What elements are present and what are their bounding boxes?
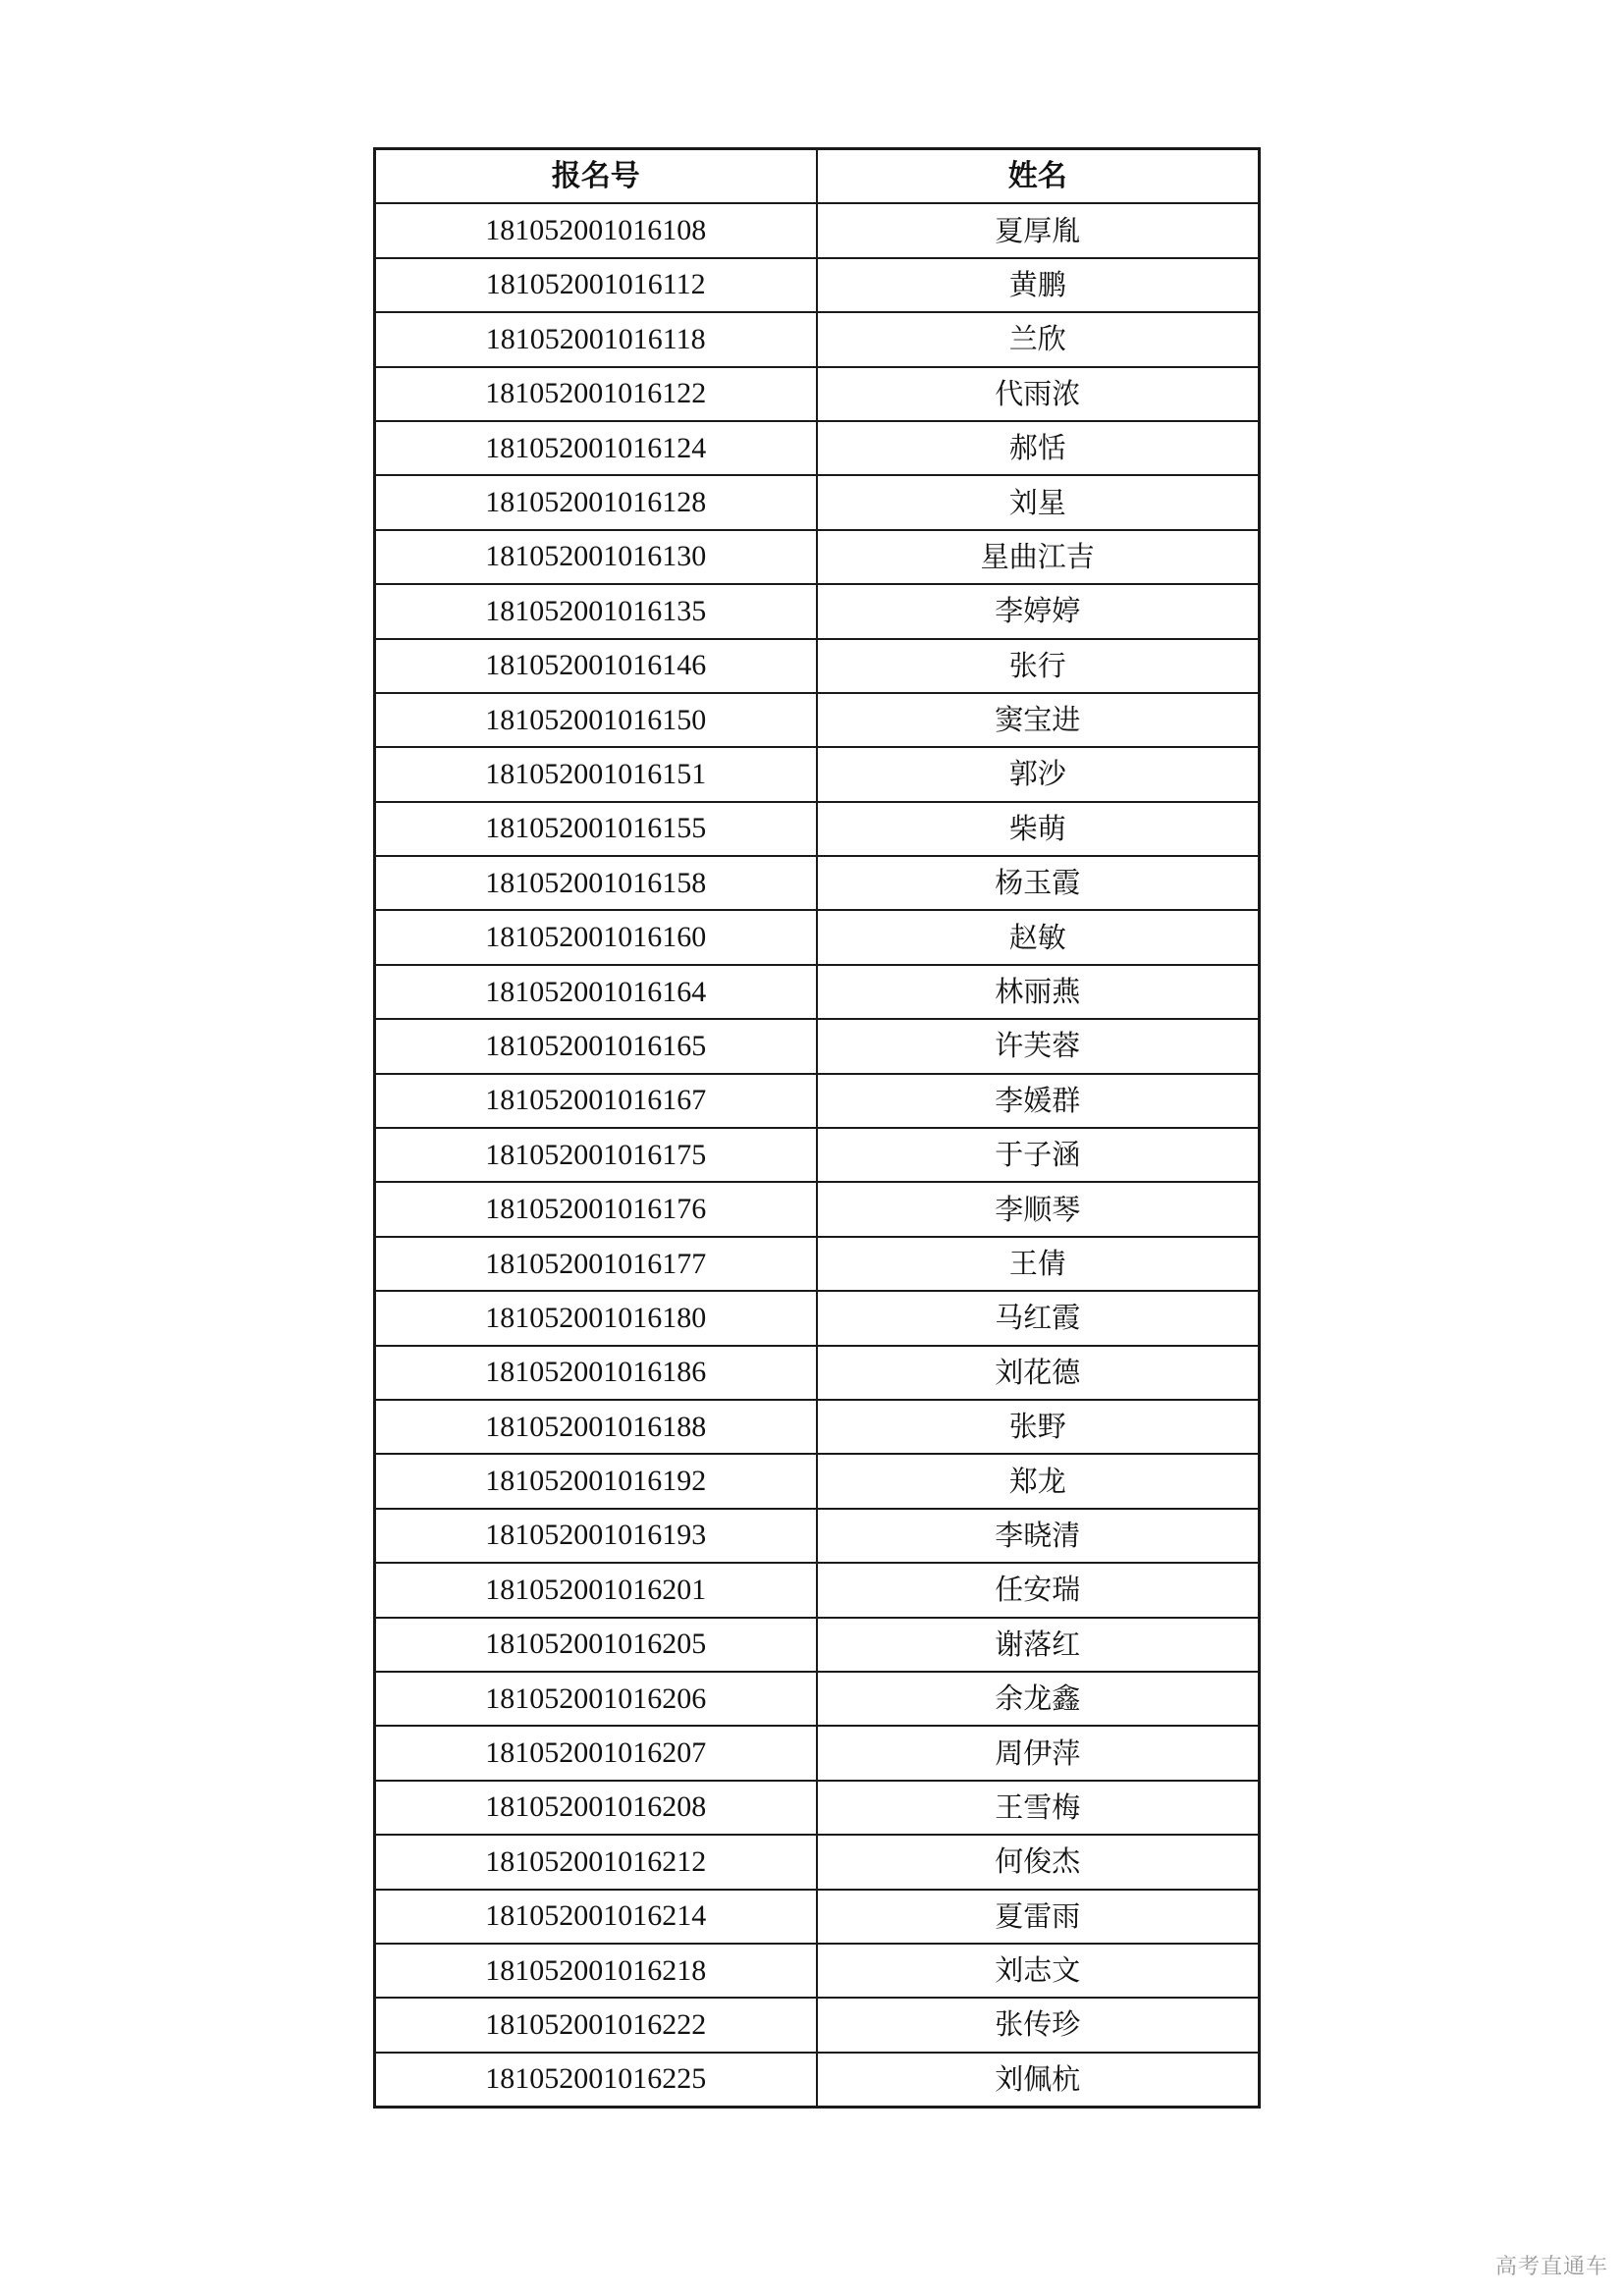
table-row — [375, 639, 1260, 693]
registration-number-cell: 181052001016207 — [375, 1726, 817, 1780]
registration-number-cell: 181052001016206 — [375, 1672, 817, 1726]
table-row — [375, 1074, 1260, 1128]
table-row — [375, 1019, 1260, 1073]
registration-number-cell: 181052001016165 — [375, 1019, 817, 1073]
table-row — [375, 1346, 1260, 1400]
name-cell: 刘佩杭 — [817, 2053, 1260, 2108]
name-cell: 张传珍 — [817, 1998, 1260, 2052]
registration-table — [373, 147, 1261, 2109]
name-cell: 兰欣 — [817, 312, 1260, 366]
registration-number-cell: 181052001016108 — [375, 203, 817, 257]
table-row — [375, 475, 1260, 529]
registration-number-cell: 181052001016128 — [375, 475, 817, 529]
table-row — [375, 1454, 1260, 1508]
name-cell: 李顺琴 — [817, 1182, 1260, 1236]
table-row — [375, 421, 1260, 475]
table-row — [375, 693, 1260, 747]
name-cell: 谢落红 — [817, 1618, 1260, 1672]
table-row — [375, 910, 1260, 964]
table-body — [375, 203, 1260, 2107]
table-row — [375, 312, 1260, 366]
name-cell: 夏雷雨 — [817, 1890, 1260, 1944]
header-name: 姓名 — [817, 149, 1260, 204]
registration-number-cell: 181052001016151 — [375, 747, 817, 801]
table-row — [375, 1672, 1260, 1726]
registration-number-cell: 181052001016124 — [375, 421, 817, 475]
name-cell: 张行 — [817, 639, 1260, 693]
table-row — [375, 1835, 1260, 1889]
registration-number-cell: 181052001016188 — [375, 1400, 817, 1454]
table-row — [375, 367, 1260, 421]
name-cell: 刘志文 — [817, 1944, 1260, 1998]
registration-number-cell: 181052001016150 — [375, 693, 817, 747]
name-cell: 窦宝进 — [817, 693, 1260, 747]
name-cell: 刘花德 — [817, 1346, 1260, 1400]
table-row — [375, 203, 1260, 257]
registration-number-cell: 181052001016180 — [375, 1291, 817, 1345]
name-cell: 柴萌 — [817, 802, 1260, 856]
registration-number-cell: 181052001016118 — [375, 312, 817, 366]
registration-number-cell: 181052001016160 — [375, 910, 817, 964]
table-row — [375, 802, 1260, 856]
registration-number-cell: 181052001016214 — [375, 1890, 817, 1944]
registration-number-cell: 181052001016222 — [375, 1998, 817, 2052]
name-cell: 赵敏 — [817, 910, 1260, 964]
name-cell: 周伊萍 — [817, 1726, 1260, 1780]
name-cell: 许芙蓉 — [817, 1019, 1260, 1073]
name-cell: 任安瑞 — [817, 1563, 1260, 1617]
registration-number-cell: 181052001016176 — [375, 1182, 817, 1236]
name-cell: 王倩 — [817, 1237, 1260, 1291]
table-row — [375, 1618, 1260, 1672]
registration-number-cell: 181052001016192 — [375, 1454, 817, 1508]
name-cell: 李晓清 — [817, 1509, 1260, 1563]
registration-number-cell: 181052001016186 — [375, 1346, 817, 1400]
name-cell: 郝恬 — [817, 421, 1260, 475]
name-cell: 林丽燕 — [817, 965, 1260, 1019]
name-cell: 于子涵 — [817, 1128, 1260, 1182]
name-cell: 杨玉霞 — [817, 856, 1260, 910]
registration-number-cell: 181052001016201 — [375, 1563, 817, 1617]
registration-number-cell: 181052001016208 — [375, 1781, 817, 1835]
table-row — [375, 1998, 1260, 2052]
registration-number-cell: 181052001016175 — [375, 1128, 817, 1182]
table-row — [375, 1944, 1260, 1998]
registration-number-cell: 181052001016167 — [375, 1074, 817, 1128]
watermark-text: 高考直通车 — [1494, 2255, 1608, 2279]
table-header-row — [375, 149, 1260, 204]
registration-number-cell: 181052001016193 — [375, 1509, 817, 1563]
table-row — [375, 1182, 1260, 1236]
registration-number-cell: 181052001016212 — [375, 1835, 817, 1889]
table-row — [375, 1128, 1260, 1182]
registration-number-cell: 181052001016177 — [375, 1237, 817, 1291]
name-cell: 星曲江吉 — [817, 530, 1260, 584]
table-row — [375, 2053, 1260, 2108]
name-cell: 代雨浓 — [817, 367, 1260, 421]
name-cell: 刘星 — [817, 475, 1260, 529]
registration-number-cell: 181052001016155 — [375, 802, 817, 856]
table-row — [375, 530, 1260, 584]
table-row — [375, 258, 1260, 312]
header-registration-number: 报名号 — [375, 149, 817, 204]
table-row — [375, 1890, 1260, 1944]
table-row — [375, 1781, 1260, 1835]
table-row — [375, 856, 1260, 910]
table-row — [375, 1291, 1260, 1345]
name-cell: 余龙鑫 — [817, 1672, 1260, 1726]
table-row — [375, 1400, 1260, 1454]
name-cell: 黄鹏 — [817, 258, 1260, 312]
registration-number-cell: 181052001016164 — [375, 965, 817, 1019]
name-cell: 何俊杰 — [817, 1835, 1260, 1889]
name-cell: 王雪梅 — [817, 1781, 1260, 1835]
registration-number-cell: 181052001016218 — [375, 1944, 817, 1998]
name-cell: 张野 — [817, 1400, 1260, 1454]
table-row — [375, 1509, 1260, 1563]
registration-number-cell: 181052001016205 — [375, 1618, 817, 1672]
name-cell: 马红霞 — [817, 1291, 1260, 1345]
name-cell: 李媛群 — [817, 1074, 1260, 1128]
registration-number-cell: 181052001016122 — [375, 367, 817, 421]
table-row — [375, 1563, 1260, 1617]
registration-number-cell: 181052001016146 — [375, 639, 817, 693]
table-row — [375, 584, 1260, 638]
table-row — [375, 1237, 1260, 1291]
registration-number-cell: 181052001016225 — [375, 2053, 817, 2108]
registration-number-cell: 181052001016130 — [375, 530, 817, 584]
registration-number-cell: 181052001016112 — [375, 258, 817, 312]
table-row — [375, 965, 1260, 1019]
name-cell: 郑龙 — [817, 1454, 1260, 1508]
table-row — [375, 1726, 1260, 1780]
registration-number-cell: 181052001016135 — [375, 584, 817, 638]
name-cell: 郭沙 — [817, 747, 1260, 801]
name-cell: 夏厚胤 — [817, 203, 1260, 257]
registration-number-cell: 181052001016158 — [375, 856, 817, 910]
name-cell: 李婷婷 — [817, 584, 1260, 638]
table-row — [375, 747, 1260, 801]
